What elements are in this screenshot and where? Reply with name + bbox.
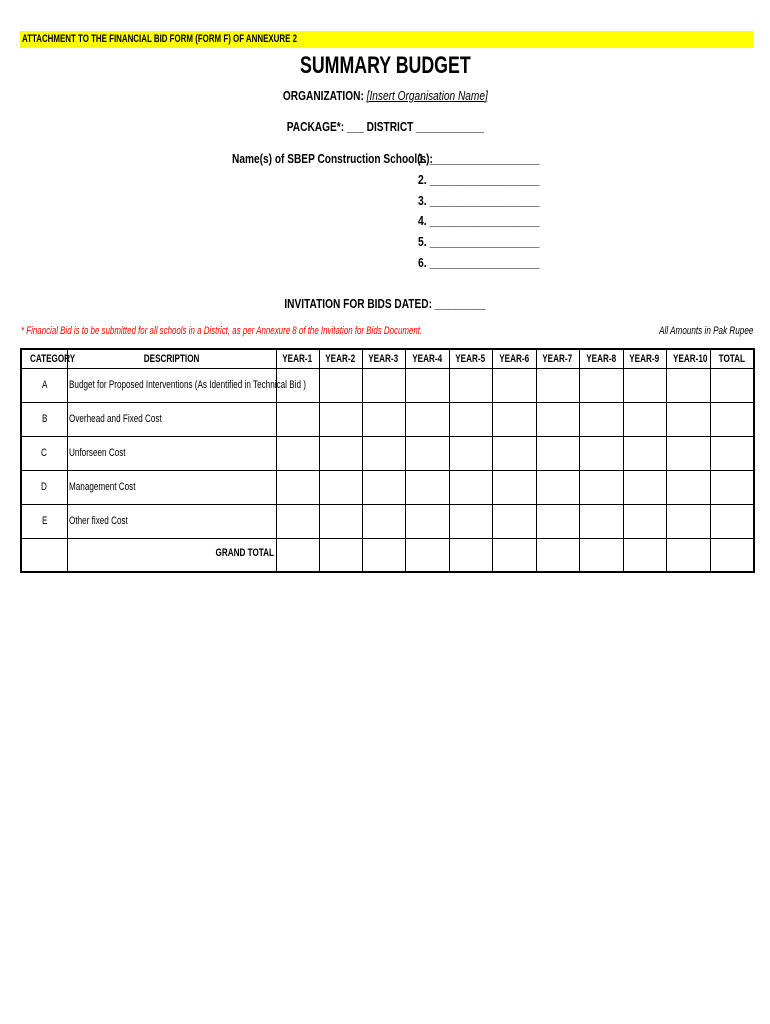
grand-total-cell[interactable]: [710, 538, 754, 572]
table-row: [21, 470, 754, 504]
amount-cell[interactable]: [319, 368, 362, 402]
amount-cell[interactable]: [405, 470, 449, 504]
amount-cell[interactable]: [405, 504, 449, 538]
column-header-label: YEAR-7: [542, 352, 573, 365]
amount-cell[interactable]: [710, 470, 754, 504]
table-row: [21, 504, 754, 538]
column-header-label: YEAR-4: [412, 352, 442, 365]
amount-cell[interactable]: [405, 436, 449, 470]
column-header: [21, 349, 76, 368]
grand-total-cell[interactable]: [623, 538, 666, 572]
column-header: [67, 349, 276, 368]
grand-total-cell[interactable]: [362, 538, 405, 572]
description-value: Other fixed Cost: [68, 515, 128, 527]
grand-total-label: GRAND TOTAL: [216, 546, 275, 559]
table-row: [21, 436, 754, 470]
amount-cell[interactable]: [492, 368, 536, 402]
amount-cell[interactable]: [362, 504, 405, 538]
column-header-label: YEAR-9: [629, 352, 660, 365]
table-header-row: [21, 349, 754, 368]
category-cell: [21, 436, 67, 470]
amount-cell[interactable]: [319, 504, 362, 538]
column-header-label: YEAR-8: [586, 352, 616, 365]
category-cell: [21, 538, 67, 572]
amount-cell[interactable]: [362, 436, 405, 470]
category-value: B: [41, 413, 47, 425]
attachment-banner: [20, 31, 753, 48]
column-header: [536, 349, 579, 368]
school-line: 3. ___________________: [418, 192, 540, 208]
organization-value: [Insert Organisation Name]: [366, 88, 488, 103]
amount-cell[interactable]: [449, 504, 492, 538]
description-cell: [67, 504, 276, 538]
amount-cell[interactable]: [666, 504, 710, 538]
amount-cell[interactable]: [666, 368, 710, 402]
amount-cell[interactable]: [405, 402, 449, 436]
category-value: E: [41, 515, 47, 527]
amount-cell[interactable]: [319, 436, 362, 470]
grand-total-row: [21, 538, 754, 572]
package-line-text: PACKAGE*: ___ DISTRICT ____________: [286, 119, 484, 134]
school-line: 6. ___________________: [418, 255, 540, 270]
amount-cell[interactable]: [579, 436, 623, 470]
column-header: [710, 349, 754, 368]
amount-cell[interactable]: [623, 368, 666, 402]
column-header: [449, 349, 492, 368]
column-header: [276, 349, 319, 368]
amount-cell[interactable]: [623, 470, 666, 504]
column-header: [362, 349, 405, 368]
page-title: [0, 52, 770, 80]
description-cell: [67, 368, 306, 402]
column-header-label: YEAR-5: [455, 352, 486, 365]
amount-cell[interactable]: [492, 470, 536, 504]
column-header: [319, 349, 362, 368]
amount-cell[interactable]: [319, 470, 362, 504]
grand-total-cell[interactable]: [536, 538, 579, 572]
amounts-note: All Amounts in Pak Rupee: [658, 325, 753, 337]
amount-cell[interactable]: [623, 504, 666, 538]
amount-cell[interactable]: [405, 368, 449, 402]
school-line: 2. ___________________: [418, 171, 540, 187]
schools-label: Name(s) of SBEP Construction School(s):: [232, 151, 433, 166]
amount-cell[interactable]: [666, 470, 710, 504]
grand-total-cell[interactable]: [579, 538, 623, 572]
amount-cell[interactable]: [449, 470, 492, 504]
amount-cell[interactable]: [449, 368, 492, 402]
column-header-label: YEAR-10: [672, 352, 707, 365]
grand-total-cell[interactable]: [449, 538, 492, 572]
description-value: Budget for Proposed Interventions (As Identified in Technical Bid ): [68, 379, 306, 391]
footnote: * Financial Bid is to be submitted for all schools in a District, as per Annexure 8 of the Invitation for Bids Document.: [21, 325, 423, 337]
category-value: D: [41, 481, 48, 493]
column-header: [579, 349, 623, 368]
amount-cell[interactable]: [666, 402, 710, 436]
amount-cell[interactable]: [666, 436, 710, 470]
amount-cell[interactable]: [492, 402, 536, 436]
description-cell: [67, 402, 276, 436]
table-body: [21, 368, 754, 572]
grand-total-label-cell: [67, 538, 276, 572]
description-cell: [67, 470, 276, 504]
school-line: 5. ___________________: [418, 234, 540, 250]
grand-total-cell[interactable]: [405, 538, 449, 572]
description-cell: [67, 436, 276, 470]
amount-cell[interactable]: [536, 402, 579, 436]
amount-cell[interactable]: [362, 402, 405, 436]
summary-budget-table: [20, 348, 755, 573]
column-header-label: YEAR-3: [368, 352, 399, 365]
amount-cell[interactable]: [710, 368, 754, 402]
amount-cell[interactable]: [623, 402, 666, 436]
invitation-line: [0, 296, 770, 311]
table-row: [21, 368, 754, 402]
amount-cell[interactable]: [276, 470, 319, 504]
category-value: A: [41, 379, 47, 391]
column-header-label: YEAR-6: [499, 352, 529, 365]
column-header-label: TOTAL: [718, 352, 745, 365]
amount-cell[interactable]: [579, 402, 623, 436]
amount-cell[interactable]: [449, 402, 492, 436]
amount-cell[interactable]: [319, 402, 362, 436]
column-header-label: YEAR-2: [325, 352, 356, 365]
invitation-line-text: INVITATION FOR BIDS DATED: _________: [284, 296, 486, 311]
amount-cell[interactable]: [536, 470, 579, 504]
grand-total-cell[interactable]: [492, 538, 536, 572]
amount-cell[interactable]: [579, 504, 623, 538]
category-cell: [21, 504, 67, 538]
category-cell: [21, 368, 67, 402]
amount-cell[interactable]: [276, 504, 319, 538]
amount-cell[interactable]: [710, 436, 754, 470]
organization-line: [0, 88, 770, 103]
amount-cell[interactable]: [536, 504, 579, 538]
amount-cell[interactable]: [276, 436, 319, 470]
category-cell: [21, 402, 67, 436]
amount-cell[interactable]: [710, 504, 754, 538]
amount-cell[interactable]: [579, 368, 623, 402]
grand-total-cell[interactable]: [666, 538, 710, 572]
amount-cell[interactable]: [362, 368, 405, 402]
column-header-label: CATEGORY: [29, 352, 76, 365]
amount-cell[interactable]: [579, 470, 623, 504]
amount-cell[interactable]: [710, 402, 754, 436]
amount-cell[interactable]: [492, 436, 536, 470]
grand-total-cell[interactable]: [319, 538, 362, 572]
description-value: Overhead and Fixed Cost: [68, 413, 162, 425]
column-header-label: YEAR-1: [282, 352, 313, 365]
amount-cell[interactable]: [449, 436, 492, 470]
page-title-text: SUMMARY BUDGET: [299, 52, 471, 79]
amount-cell[interactable]: [623, 436, 666, 470]
package-line: [0, 119, 770, 134]
column-header: [492, 349, 536, 368]
amount-cell[interactable]: [492, 504, 536, 538]
description-value: Unforseen Cost: [68, 447, 126, 459]
table-row: [21, 402, 754, 436]
school-line: 1. ___________________: [418, 151, 540, 166]
school-line: 4. ___________________: [418, 213, 540, 229]
category-value: C: [41, 447, 48, 459]
column-header-label: DESCRIPTION: [143, 352, 200, 365]
organization-label: ORGANIZATION:: [282, 88, 364, 103]
description-value: Management Cost: [68, 481, 136, 493]
column-header: [405, 349, 449, 368]
attachment-banner-text: ATTACHMENT TO THE FINANCIAL BID FORM (FORM F) OF ANNEXURE 2: [22, 33, 297, 45]
grand-total-cell[interactable]: [276, 538, 319, 572]
column-header: [623, 349, 666, 368]
amount-cell[interactable]: [362, 470, 405, 504]
amount-cell[interactable]: [536, 368, 579, 402]
column-header: [666, 349, 710, 368]
category-cell: [21, 470, 67, 504]
amount-cell[interactable]: [276, 402, 319, 436]
amount-cell[interactable]: [536, 436, 579, 470]
